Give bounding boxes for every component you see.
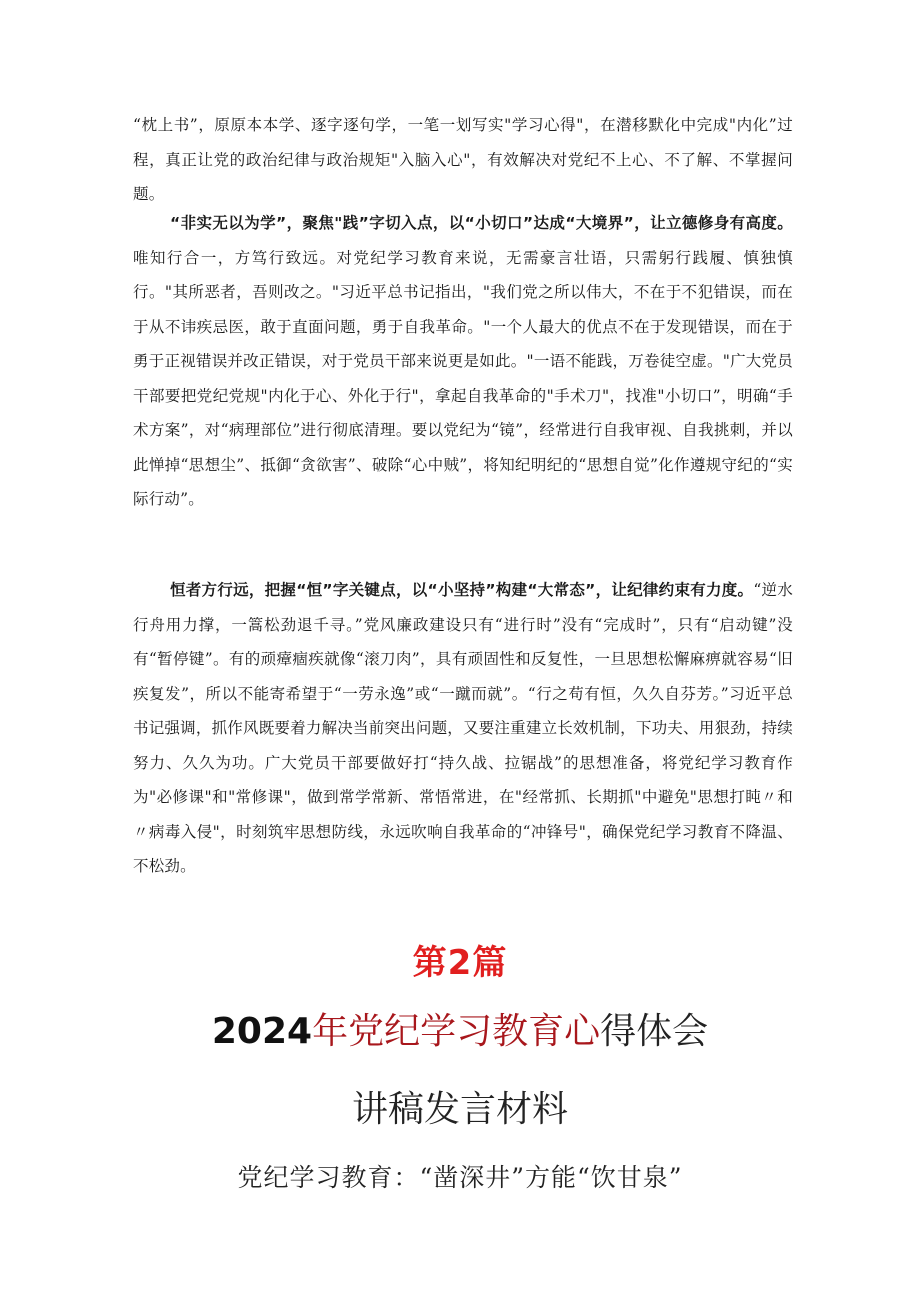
- document-subtitle: 讲稿发言材料: [351, 1089, 568, 1130]
- document-title: [0, 1008, 920, 1056]
- paragraph-3-body: “逆水行舟用力撑，一篙松劲退千寻。”党风廉政建设只有“进行时”没有“完成时”，只有“启动键”没有“暂停键”。有的顽瘴痼疾就像“滚刀肉”，具有顽固性和反复性，一旦思想松懈麻痹就容易“旧疾复发”，所以不能寄希望于“一劳永逸”或“一蹴而就”。“行之苟有恒，久久自芬芳。”习近平总书记强调，抓作风既要着力解决当前突出问题，又要注重建立长效机制，下功夫、用狠劲，持续努力、久久为功。广大党员干部要做好打“持久战、拉锯战”的思想准备，将党纪学习教育作为"必修课"和"常修课"，做到常学常新、常悟常进，在"经常抓、长期抓"中避免"思想打盹〃和〃病毒入侵"，时刻筑牢思想防线，永远吹响自我革命的“冲锋号"，确保党纪学习教育不降温、不松劲。: [133, 581, 793, 875]
- section-heading: 党纪学习教育：“凿深井”方能“饮甘泉”: [237, 1163, 683, 1192]
- paragraph-3-lead: 恒者方行远，把握“恒”字关键点，以“小坚持”构建“大常态”，让纪律约束有力度。: [170, 581, 754, 599]
- paragraph-1-body: “枕上书”，原原本本学、逐字逐句学，一笔一划写实"学习心得"，在潜移默化中完成"内化”过程，真正让党的政治纪律与政治规矩"入脑入心"，有效解决对党纪不上心、不了解、不掌握问题。: [133, 116, 793, 203]
- paragraph-3: [133, 573, 793, 884]
- title-tail: 得体会: [600, 1011, 709, 1052]
- paragraph-1: [133, 108, 793, 212]
- paragraph-2-lead: “非实无以为学”，聚焦"践”字切入点，以“小切口”达成“大境界”，让立德修身有高度。: [170, 214, 793, 232]
- title-year: 2024: [211, 1011, 313, 1052]
- part-label: 第2篇: [412, 943, 508, 983]
- paragraph-2: [133, 206, 793, 517]
- paragraph-2-body: 唯知行合一，方笃行致远。对党纪学习教育来说，无需豪言壮语，只需躬行践履、慎独慎行。"其所恶者，吾则改之。"习近平总书记指出，"我们党之所以伟大，不在于不犯错误，而在于从不讳疾忌医，敢于直面问题，勇于自我革命。"一个人最大的优点不在于发现错误，而在于勇于正视错误并改正错误，对于党员干部来说更是如此。"一语不能践，万卷徒空虚。"广大党员干部要把党纪党规"内化于心、外化于行"，拿起自我革命的"手术刀"，找准"小切口”，明确“手术方案”，对“病理部位”进行彻底清理。要以党纪为“镜”，经常进行自我审视、自我挑刺，并以此惮掉“思想尘”、抵御“贪欲害”、破除“心中贼”，将知纪明纪的“思想自觉”化作遵规守纪的“实际行动”。: [133, 248, 793, 508]
- title-red-text: 年党纪学习教育心: [312, 1011, 601, 1052]
